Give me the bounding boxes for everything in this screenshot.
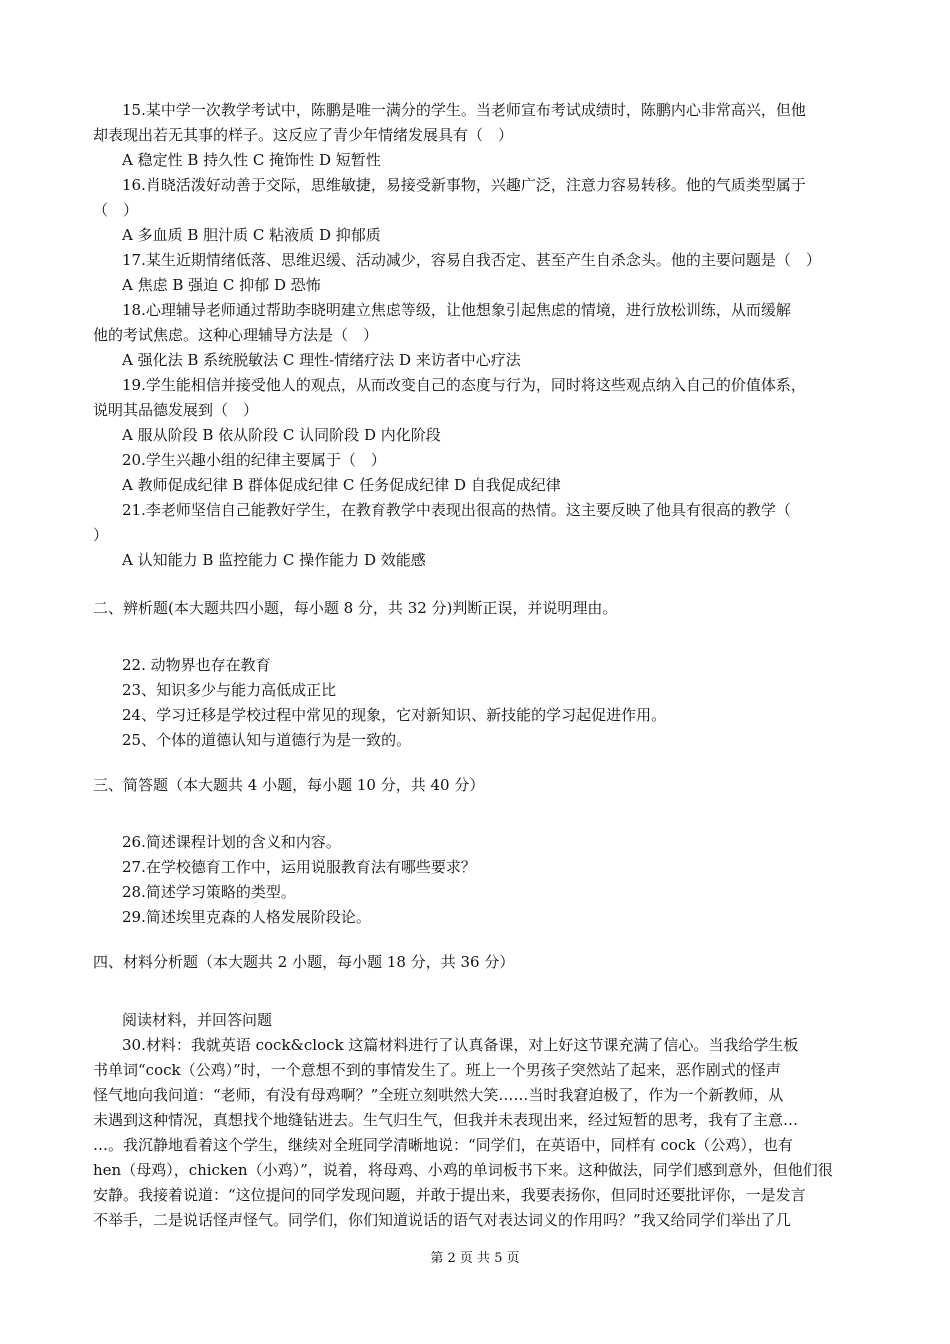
q18-options: A 强化法 B 系统脱敏法 C 理性-情绪疗法 D 来访者中心疗法 — [122, 351, 521, 369]
q27: 27.在学校德育工作中，运用说服教育法有哪些要求？ — [122, 858, 476, 876]
q19-line2: 说明其品德发展到（ ） — [93, 401, 259, 419]
material-line: hen（母鸡），chicken（小鸡）”，说着，将母鸡、小鸡的单词板书下来。这种做法，同学们感到意外，但他们很 — [93, 1161, 833, 1179]
q21-line2: ） — [93, 526, 109, 544]
section3-title: 三、简答题（本大题共 4 小题，每小题 10 分，共 40 分） — [93, 776, 485, 794]
q21-line1: 21.李老师坚信自己能教好学生，在教育教学中表现出很高的热情。这主要反映了他具有很高的教学（ — [122, 501, 791, 519]
q16-options: A 多血质 B 胆汁质 C 粘液质 D 抑郁质 — [122, 226, 381, 244]
q18-line2: 他的考试焦虑。这种心理辅导方法是（ ） — [93, 326, 379, 344]
section4-intro: 阅读材料，并回答问题 — [122, 1011, 273, 1029]
q24: 24、学习迁移是学校过程中常见的现象，它对新知识、新技能的学习起促进作用。 — [122, 706, 667, 724]
q22: 22. 动物界也存在教育 — [122, 656, 271, 674]
q16-line2: （ ） — [93, 201, 139, 219]
q23: 23、知识多少与能力高低成正比 — [122, 681, 337, 699]
q15-options: A 稳定性 B 持久性 C 掩饰性 D 短暂性 — [122, 151, 381, 169]
q15-line1: 15.某中学一次教学考试中，陈鹏是唯一满分的学生。当老师宣布考试成绩时，陈鹏内心非常高兴，但他 — [122, 101, 806, 119]
q21-options: A 认知能力 B 监控能力 C 操作能力 D 效能感 — [122, 551, 426, 569]
material-line: 不举手，二是说话怪声怪气。同学们，你们知道说话的语气对表达词义的作用吗？”我又给同学们举出了几 — [93, 1211, 791, 1229]
q20-line1: 20.学生兴趣小组的纪律主要属于（ ） — [122, 451, 386, 469]
material-line: 书单词“cock（公鸡）”时，一个意想不到的事情发生了。班上一个男孩子突然站了起来，恶作剧式的怪声 — [93, 1061, 781, 1079]
q16-line1: 16.肖晓活泼好动善于交际，思维敏捷，易接受新事物，兴趣广泛，注意力容易转移。他的气质类型属于 — [122, 176, 806, 194]
material-line: …。我沉静地看着这个学生，继续对全班同学清晰地说：“同学们，在英语中，同样有 cock（公鸡），也有 — [93, 1136, 793, 1154]
material-line: 30.材料：我就英语 cock&clock 这篇材料进行了认真备课，对上好这节课充满了信心。当我给学生板 — [122, 1036, 799, 1054]
q26: 26.简述课程计划的含义和内容。 — [122, 833, 341, 851]
section4-title: 四、材料分析题（本大题共 2 小题，每小题 18 分，共 36 分） — [93, 953, 515, 971]
q20-options: A 教师促成纪律 B 群体促成纪律 C 任务促成纪律 D 自我促成纪律 — [122, 476, 561, 494]
section2-title: 二、辨析题(本大题共四小题，每小题 8 分，共 32 分)判断正误，并说明理由。 — [93, 599, 618, 617]
q29: 29.简述埃里克森的人格发展阶段论。 — [122, 908, 371, 926]
q15-line2: 却表现出若无其事的样子。这反应了青少年情绪发展具有（ ） — [93, 126, 514, 144]
q28: 28.简述学习策略的类型。 — [122, 883, 296, 901]
q17-options: A 焦虑 B 强迫 C 抑郁 D 恐怖 — [122, 276, 321, 294]
material-line: 怪气地向我问道：“老师，有没有母鸡啊？”全班立刻哄然大笑……当时我窘迫极了，作为一个新教师，从 — [93, 1086, 784, 1104]
q18-line1: 18.心理辅导老师通过帮助李晓明建立焦虑等级，让他想象引起焦虑的情境，进行放松训练，从而缓解 — [122, 301, 791, 319]
q25: 25、个体的道德认知与道德行为是一致的。 — [122, 731, 412, 749]
q19-options: A 服从阶段 B 依从阶段 C 认同阶段 D 内化阶段 — [122, 426, 441, 444]
material-line: 安静。我接着说道：“这位提问的同学发现问题，并敢于提出来，我要表扬你，但同时还要批评你，一是发言 — [93, 1186, 806, 1204]
page-number-footer: 第 2 页 共 5 页 — [430, 1251, 520, 1266]
material-line: 未遇到这种情况，真想找个地缝钻进去。生气归生气，但我并未表现出来，经过短暂的思考，我有了主意… — [93, 1111, 799, 1129]
q19-line1: 19.学生能相信并接受他人的观点，从而改变自己的态度与行为，同时将这些观点纳入自己的价值体系， — [122, 376, 806, 394]
q17-line1: 17.某生近期情绪低落、思维迟缓、活动减少，容易自我否定、甚至产生自杀念头。他的主要问题是（ ） — [122, 251, 821, 269]
